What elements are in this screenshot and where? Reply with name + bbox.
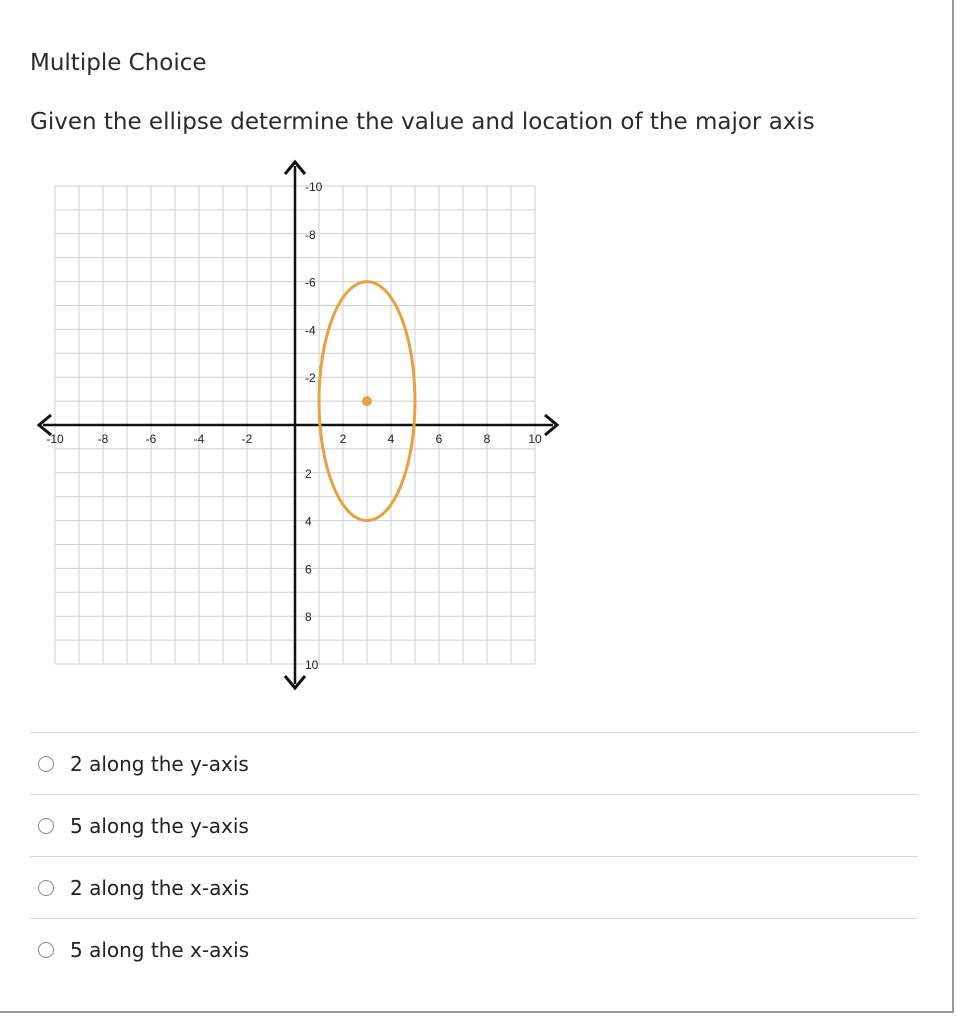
choice-option[interactable] [30, 794, 918, 856]
radio-button[interactable] [38, 942, 54, 958]
x-tick-label: -4 [193, 432, 205, 446]
choice-label: 2 along the y-axis [70, 751, 249, 776]
question-type-label: Multiple Choice [30, 50, 207, 76]
x-tick-label: -10 [46, 432, 64, 446]
x-tick-label: 4 [387, 432, 395, 446]
x-tick-label: -8 [97, 432, 109, 446]
y-tick-label: -4 [305, 323, 316, 338]
ellipse-graph [30, 158, 570, 698]
y-tick-label: 4 [305, 514, 312, 529]
choice-option[interactable] [30, 856, 918, 918]
y-tick-label: 6 [305, 562, 312, 577]
y-tick-label: -10 [305, 180, 323, 194]
choice-label: 2 along the x-axis [70, 875, 250, 900]
x-tick-label: 8 [483, 432, 491, 446]
y-tick-label: 10 [305, 658, 319, 672]
choice-label: 5 along the x-axis [70, 937, 250, 962]
x-tick-label: 6 [435, 432, 443, 446]
radio-button[interactable] [38, 756, 54, 772]
answer-choices [30, 732, 918, 980]
y-tick-label: 2 [305, 466, 312, 481]
y-tick-label: -2 [305, 371, 316, 386]
radio-button[interactable] [38, 818, 54, 834]
x-tick-label: -6 [145, 432, 157, 446]
x-tick-label: -2 [241, 432, 253, 446]
question-text: Given the ellipse determine the value and location of the major axis [30, 109, 815, 135]
y-tick-label: -6 [305, 275, 316, 290]
radio-button[interactable] [38, 880, 54, 896]
y-tick-label: -8 [305, 227, 316, 242]
choice-option[interactable] [30, 732, 918, 794]
ellipse-center-point [362, 396, 372, 406]
x-tick-label: 10 [528, 432, 542, 446]
axes [39, 162, 557, 688]
choice-option[interactable] [30, 918, 918, 980]
choice-label: 5 along the y-axis [70, 813, 249, 838]
y-tick-label: 8 [305, 610, 312, 625]
x-tick-label: 2 [339, 432, 347, 446]
